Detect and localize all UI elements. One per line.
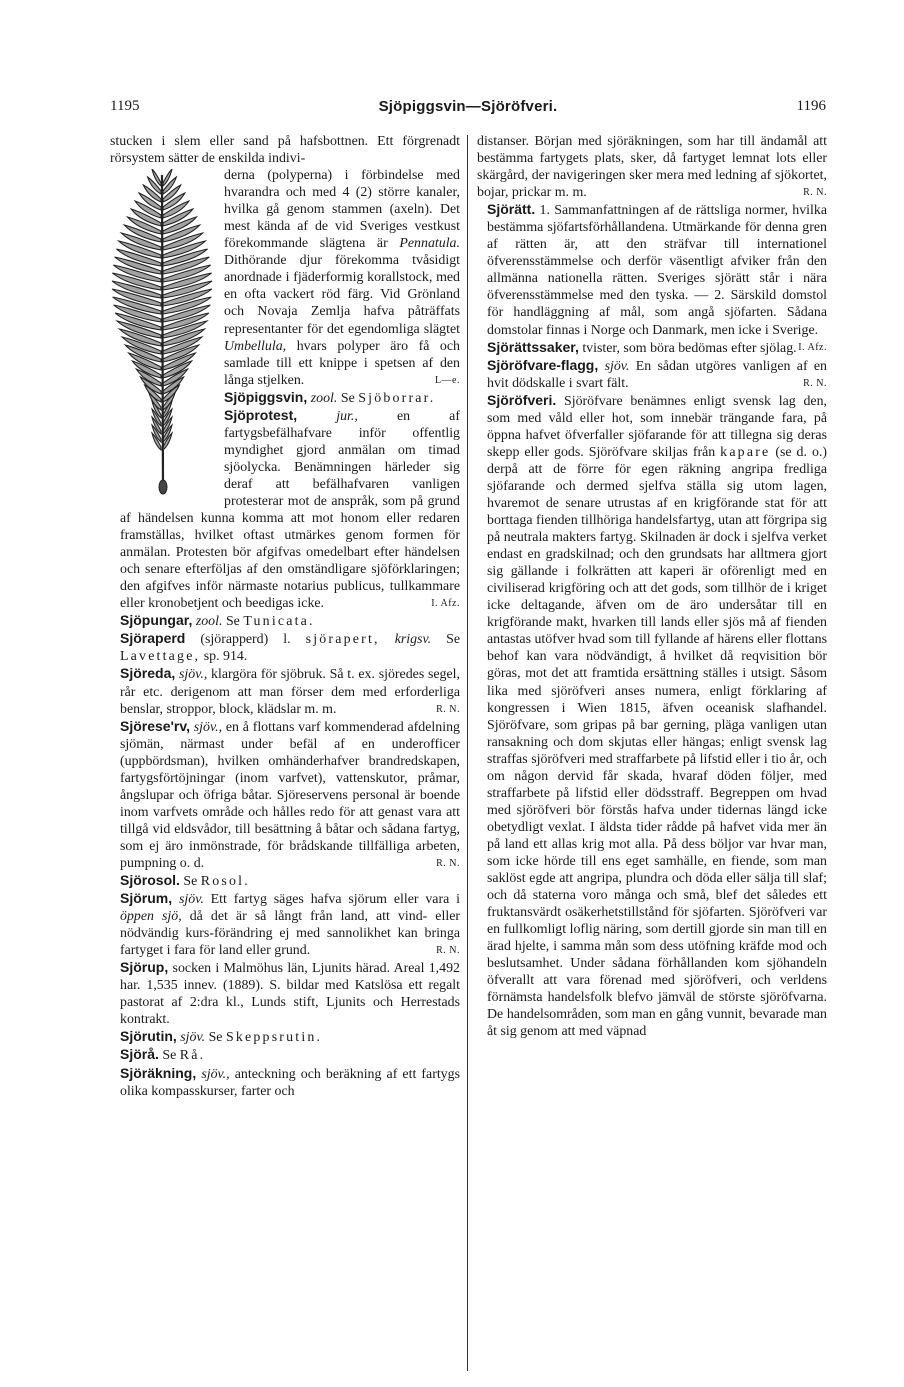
entry-intro-text: stucken i slem eller sand på hafsbottnen. Ett förgrenadt rörsystem sätter de enskilda indivi- [110, 134, 460, 167]
headword: Sjörå. [120, 1046, 159, 1063]
sea-pen-illustration [110, 169, 218, 499]
entry-sjorup: Sjörup, socken i Malmöhus län, Ljunits härad. Areal 1,492 har. 1,535 innev. (1889). S. bildar med Katslösa ett regalt pastorat af 2:dra kl., Lunds stift, Ljunits och Herrestads kontrakt. [120, 959, 460, 1028]
author-signature: R. N. [803, 377, 827, 389]
entry-sjorofvare-flagg: Sjöröfvare-flagg, sjöv. En sådan utgöres vanligen af en hvit dödskalle i svart fält. R. N. [487, 356, 827, 391]
headword: Sjörup, [120, 959, 169, 976]
entry-sjoreda: Sjöreda, sjöv., klargöra för sjöbruk. Så t. ex. sjöredes segel, rår etc. derigenom att man förser dem med erforderliga benslar, stroppor, block, klädslar m. m. R. N. [120, 665, 460, 717]
entry-sjorutin: Sjörutin, sjöv. Se Skeppsrutin. [120, 1028, 323, 1046]
headword: Sjörese'rv, [120, 717, 190, 734]
headword: Sjöpiggsvin, [224, 388, 308, 405]
cross-reference: Sjöborrar. [358, 390, 436, 406]
headword: Sjörätt. [487, 201, 536, 218]
entry-sjora: Sjörå. Se Rå. [120, 1046, 206, 1064]
headword: Sjöpungar, [120, 612, 193, 629]
headword: Sjöräkning, [120, 1064, 197, 1081]
headword: Sjöröfveri. [487, 391, 557, 408]
headword: Sjörum, [120, 890, 173, 907]
cross-reference: Lavettage, [120, 649, 201, 665]
author-signature: R. N. [436, 945, 460, 957]
headword: Sjörättssaker, [487, 338, 579, 355]
cross-reference: Rå. [179, 1048, 206, 1064]
entry-sjorofveri: Sjöröfveri. Sjöröfvare benämnes enligt svensk lag den, som med våld eller hot, som innebär trängande fara, på öppna hafvet öfverfaller sjöfarande för att tillegna sig deras skepp eller gods. Sjöröfvare skiljas från kapare (se d. o.) derpå att de förre för egen räkning angripa fredliga sjöfarande och dermed sjelfva ställa sig utom lagen, hvaremot de senare utrustas af en krigförande stat för att borttaga fienden tillhöriga handelsfartyg, utan att förgripa sig på neutrala makters fartyg. Skilnaden är dock i sjelfva verket endast en gradskilnad; och den grundsats har alltmera gjort sig gällande i folkrätten att kaperi är oförenligt med en civiliserad krigföring och att det gods, som tillhör de i kriget icke deltagande, äfven om de äro undersåtar till en krigförande makt, hvarken till lands eller sjös må af fienden antastas utöfver hvad som till fyllande af härens eller flottans behof kan vara nödvändigt, å hvilket då reqvisition bör göras, mot det att framtida ersättning ställes i utsigt. Såsom lika med sjöröfveri anses numera, enligt förklaring af kongressen i Wien 1815, äfven oceanisk slafhandel. Sjöröfvare, som gripas på bar gerning, pläga vanligen utan ransakning och dom skjutas eller hängas; enligt svensk lag straffas sjöröfveri med straffarbete på lifstid eller i tio år, och om någon dervid får skada, hvaraf döden följer, med straffarbete på lifstid eller dödsstraff. Begreppen om hvad med sjöröfveri bör förstås hafva under tidernas längd icke obetydligt vexlat. I äldsta tider rådde på hafvet vida mer än på land ett allas krig mot alla. På dess böljor var hvar man, som icke hörde till ens eget samhälle, en fiende, som man saklöst egde att angripa, plundra och döda eller sälja till slaf; och då staterna voro många och små, blef det således ett fruktansvärdt osäkerhetstillstånd för sjöfarten. Sjöröfveri var en fullkomligt loflig näring, som dertill gjorde sin man till en ärad hjelte, i samma mån som dess utöfning kräfde mod och beslutsamhet. Under sådana förhållanden kom sjöhandeln öfverallt att vara förenad med sjöröfveri, och verldens förnämsta handelsfolk blefvo jämväl de störste sjöröfvarna. De handelsområden, som man en gång vunnit, bevarade man åt sig genom att med väpnad [487, 391, 827, 1040]
headword: Sjörutin, [120, 1028, 177, 1045]
sea-pen-icon [110, 169, 218, 499]
author-signature: R. N. [436, 703, 460, 715]
entry-sjopungar: Sjöpungar, zool. Se Tunicata. [120, 612, 315, 630]
page-number-right: 1196 [796, 98, 826, 114]
headword: Sjöröfvare-flagg, [487, 356, 599, 373]
entry-sjoraperd: Sjöraperd (sjörapperd) l. sjörapert, krigsv. Se Lavettage, sp. 914. [120, 630, 460, 665]
headword: Sjöreda, [120, 665, 176, 682]
author-signature: I. Afz. [798, 341, 827, 353]
entry-sjorattssaker: Sjörättssaker, tvister, som böra bedömas efter sjölag. [487, 338, 797, 356]
headword: Sjöraperd [120, 630, 186, 647]
column-right [477, 133, 827, 1378]
headword: Sjöprotest, [224, 406, 298, 423]
entry-sjorosol: Sjörosol. Se Rosol. [120, 872, 250, 890]
entry-sjoprotest: Sjöprotest, jur., en af fartygsbefälhafvare inför offentlig myndighet gjord anmälan om timad sjöolycka. Benämningen härleder sig deraf att befälhafvaren vanligen protesterar mot de anspråk, som på grund af händelsen kunna komma att mot honom eller redaren framställas, hvilket oftast utmärkes genom formen för anmälan. Protesten bör afgifvas omedelbart efter händelsen och senare efterföljas af den omständligare sjöförklaringen; den afgifves inför närmaste notarius publicus, tullkammare eller kronobetjent och beedigas icke. I. Afz. [120, 406, 460, 612]
cross-reference: Rosol. [200, 874, 250, 890]
column-left: stucken i slem eller sand på hafsbottnen. Ett förgrenadt rörsystem sätter de enskilda indivi- derna (polyperna) i förbindelse med hvarandra och med 4 (2) större kanaler, hvilka gå genom stammen (axeln). Det mest kända af de vid Sveriges vestkust förekommande slägtena är Pennatula. Dithörande djur förekomma tvåsidigt anordnade i fjäderformig korallstock, med en ofta vackert röd färg. Vid Grönland och Novaja Zemlja hafva påträffats representanter för det egendomliga slägtet Umbellula, hvars polyper äro få och samlade till ett knippe i spetsen af den långa stjelken. L—e. Sjöpiggsvin, zool. Se Sjöborrar. Sjöprotest, jur., en af fartygsbefälhafvare inför offentlig myndighet gjord anmälan om timad sjöolycka. Benämningen härleder sig deraf att befälhafvaren vanligen protesterar mot de anspråk, som på grund af händelsen kunna komma att mot honom eller redaren framställas, hvilket oftast utmärkes genom formen för anmälan. Protesten bör afgifvas omedelbart efter händelsen och senare efterföljas af den omständligare sjöförklaringen; den afgifves inför närmaste notarius publicus, tullkammare eller kronobetjent och beedigas icke. I. Afz. Sjöpungar, zool. Se Tunicata. Sjöraperd (sjörapperd) l. sjörapert, krigsv. Se Lavettage, sp. 914. Sjöreda, sjöv., klargöra för sjöbruk. Så t. ex. sjöredes segel, rår etc. derigenom att man förser dem med erforderliga benslar, stroppor, block, klädslar m. m. R. N. Sjörese'rv, sjöv., en å flottans varf kommenderad afdelning sjömän, närmast under befäl af en underofficer (uppbördsman), hvilken omhänderhafver brandredskapen, fartygsförtöjningar (inom varfvet), vattenskutor, pråmar, ångslupar och öfriga båtar. Sjöreservens personal är boende inom varfvets område och hålles redo för att genast vara att tillgå vid eldsvådor, till besättning å båtar och sådana fartyg, som ej äro inmönstrade, för brådskande tillfälliga arbeten, pumpning o. d. R. N. Sjörosol. Se Rosol. Sjörum, sjöv. Ett fartyg säges hafva sjörum eller vara i öppen sjö, då det är så långt från land, att vind- eller nödvändig kurs-förändring ej med sannolikhet kan bringa fartyget i fara för land eller grund. R. N. Sjörup, socken i Malmöhus län, Ljunits härad. Areal 1,492 har. 1,535 innev. (1889). S. bildar med Katslösa ett regalt pastorat af 2:dra kl., Lunds stift, Ljunits och Herrestads kontrakt. Sjörutin, sjöv. Se Skeppsrutin. Sjörå. Se Rå. Sjöräkning, sjöv., anteckning och beräkning af ett fartygs olika kompasskurser, farter och [110, 133, 460, 1378]
author-signature: L—e. [434, 374, 460, 386]
entry-sjorakning: Sjöräkning, sjöv., anteckning och beräkning af ett fartygs olika kompasskurser, farter och [120, 1064, 460, 1099]
entry-sjoreserv: Sjörese'rv, sjöv., en å flottans varf kommenderad afdelning sjömän, närmast under befäl af en underofficer (uppbördsman), hvilken omhänderhafver brandredskapen, fartygsförtöjningar (inom varfvet), vattenskutor, pråmar, ångslupar och öfriga båtar. Sjöreservens personal är boende inom varfvets område och hålles redo för att genast vara att tillgå vid eldsvådor, till besättning å båtar och sådana fartyg, som ej äro inmönstrade, för brådskande tillfälliga arbeten, pumpning o. d. R. N. [120, 717, 460, 871]
cross-reference: Tunicata. [243, 614, 315, 630]
author-signature: R. N. [803, 187, 827, 199]
headword: Sjörosol. [120, 872, 180, 889]
cross-reference: Skeppsrutin. [225, 1030, 323, 1046]
author-signature: R. N. [436, 857, 460, 869]
entry-sjoratt: Sjörätt. 1. Sammanfattningen af de rättsliga normer, hvilka bestämma sjöfartsförhållandena. Utmärkande för denna gren af rätten är, att den sträfvar till internationel öfverensstämmelse och derför väsentligt afviker från den allmänna nationella rätten. Sveriges sjörätt står i nära öfverensstämmelse med den tyska. — 2. Särskild domstol för handläggning af mål, som angå sjöfarten. Sådana domstolar finnas i Norge och Danmark, men icke i Sverige. I. Afz. [477, 201, 827, 338]
cross-reference: kapare [720, 444, 771, 460]
author-signature: I. Afz. [431, 598, 460, 610]
page-header [110, 98, 826, 120]
entry-sjorum: Sjörum, sjöv. Ett fartyg säges hafva sjörum eller vara i öppen sjö, då det är så långt från land, att vind- eller nödvändig kurs-förändring ej med sannolikhet kan bringa fartyget i fara för land eller grund. R. N. [120, 890, 460, 959]
running-title: Sjöpiggsvin—Sjöröfveri. [378, 98, 558, 115]
entry-continuation: distanser. Början med sjöräkningen, som har till ändamål att bestämma fartygets plats, sker, då fartyget lemnat lots eller skärgård, der navigeringen sker mera med ledning af sjökortet, bojar, prickar m. m. R. N. [477, 134, 827, 201]
page-number-left: 1195 [110, 98, 140, 114]
entry-sjopiggsvin: Sjöpiggsvin, zool. Se Sjöborrar. [224, 388, 436, 406]
column-divider [467, 135, 468, 1371]
